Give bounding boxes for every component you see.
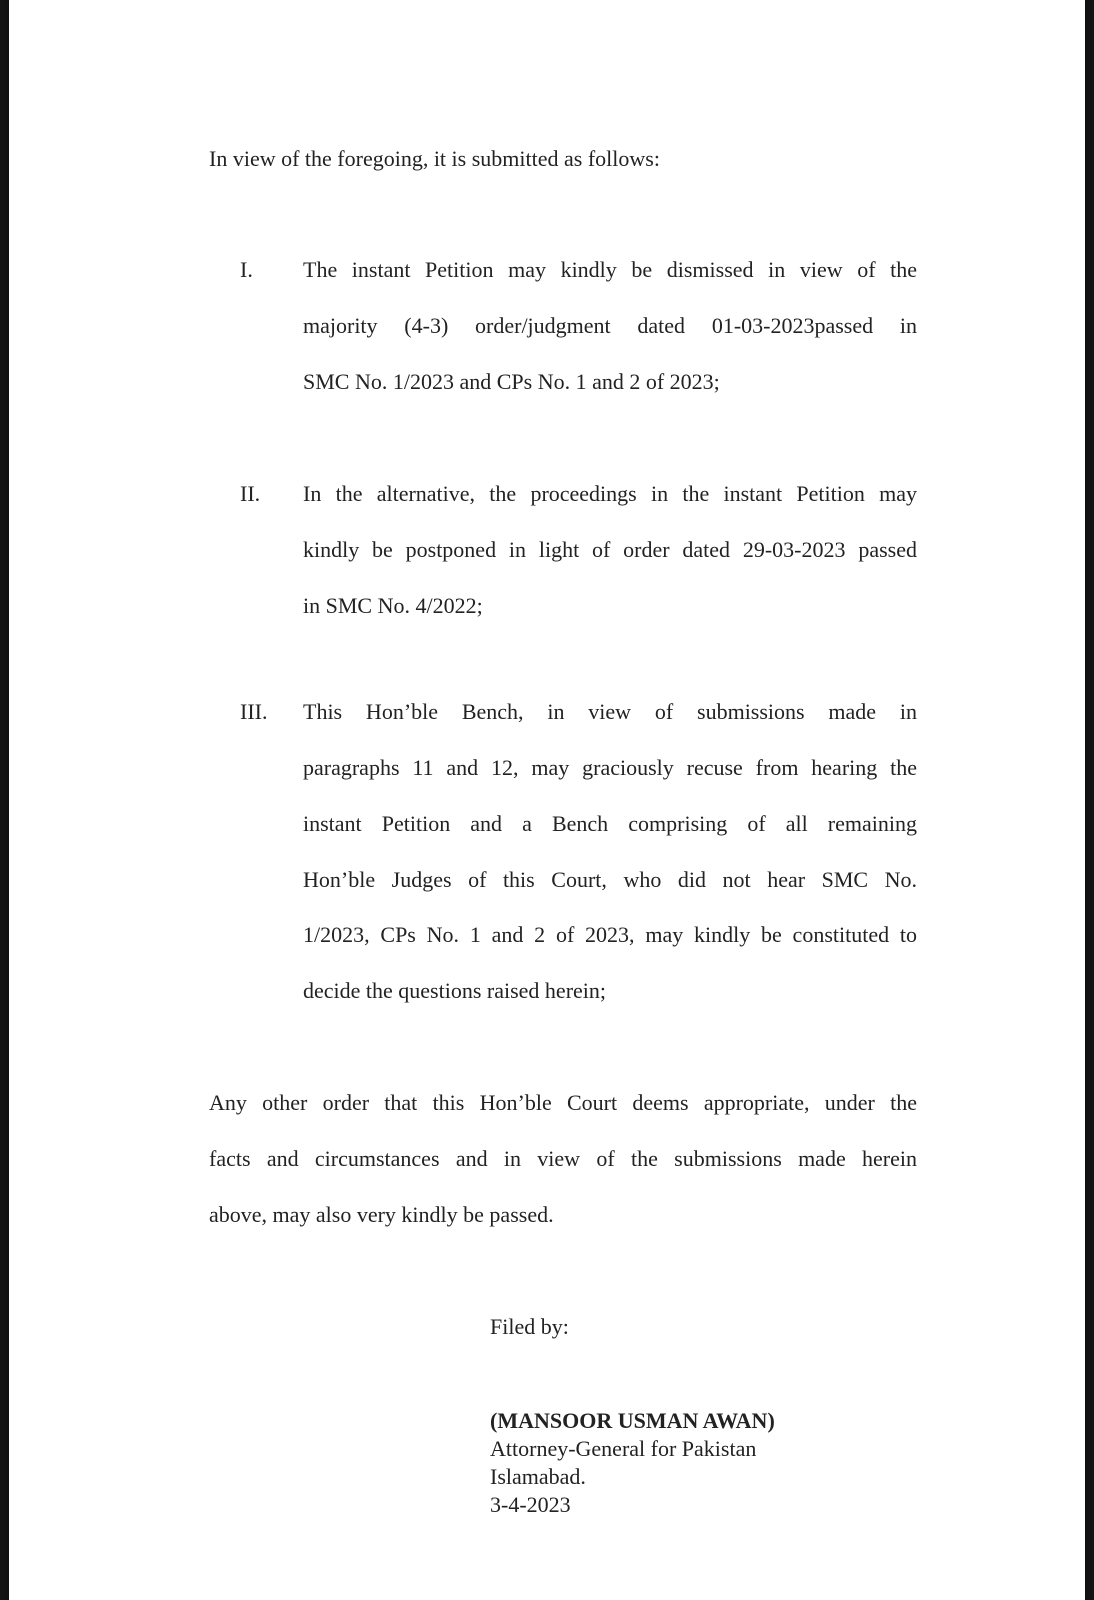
item-line: 1/2023, CPs No. 1 and 2 of 2023, may kindly be constituted to [303,922,917,947]
closing-line: Any other order that this Hon’ble Court deems appropriate, under the [209,1090,917,1115]
item-line: This Hon’ble Bench, in view of submissions made in [303,699,917,724]
item-line: decide the questions raised herein; [303,978,607,1003]
item-line: The instant Petition may kindly be dismissed in view of the [303,257,917,282]
document-page [9,0,1085,1600]
item-line: In the alternative, the proceedings in the instant Petition may [303,481,917,506]
item-line: Hon’ble Judges of this Court, who did not hear SMC No. [303,867,917,892]
item-line: SMC No. 1/2023 and CPs No. 1 and 2 of 2023; [303,369,720,394]
signatory-name: (MANSOOR USMAN AWAN) [490,1408,775,1433]
signature-date: 3-4-2023 [490,1492,571,1517]
item-line: kindly be postponed in light of order dated 29-03-2023 passed [303,537,917,562]
item-line: paragraphs 11 and 12, may graciously recuse from hearing the [303,755,917,780]
signatory-place: Islamabad. [490,1464,586,1489]
item-line: in SMC No. 4/2022; [303,593,483,618]
filed-by-label: Filed by: [490,1314,569,1339]
item-line: majority (4-3) order/judgment dated 01-03-2023passed in [303,313,917,338]
item-number: III. [240,699,268,724]
closing-line: above, may also very kindly be passed. [209,1202,554,1227]
item-number: I. [240,257,253,282]
signatory-title: Attorney-General for Pakistan [490,1436,757,1461]
item-number: II. [240,481,261,506]
closing-line: facts and circumstances and in view of the submissions made herein [209,1146,917,1171]
item-line: instant Petition and a Bench comprising of all remaining [303,811,917,836]
intro-text: In view of the foregoing, it is submitted as follows: [209,146,660,171]
